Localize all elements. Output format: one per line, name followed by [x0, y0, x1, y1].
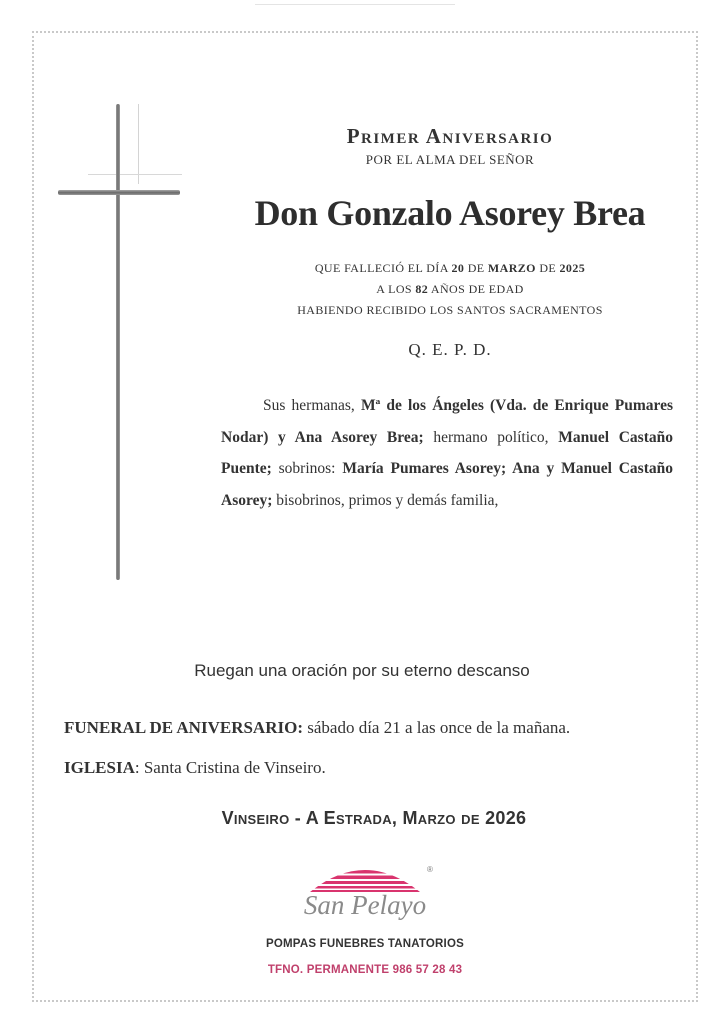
age-line: A LOS 82 AÑOS DE EDAD [376, 282, 524, 296]
sunrise-logo-icon [290, 852, 440, 932]
cross-icon [58, 104, 182, 580]
deceased-name: Don Gonzalo Asorey Brea [254, 193, 646, 233]
church-line: IGLESIA: Santa Cristina de Vinseiro. [64, 758, 326, 777]
svg-text:®: ® [427, 865, 433, 874]
sacraments-line: HABIENDO RECIBIDO LOS SANTOS SACRAMENTOS [297, 303, 603, 317]
subtitle: POR EL ALMA DEL SEÑOR [365, 152, 535, 167]
qepd: Q. E. P. D. [408, 340, 492, 359]
place-date: Vinseiro - A Estrada, Marzo de 2026 [221, 808, 527, 828]
scan-top-line [255, 4, 455, 5]
funeral-line: FUNERAL DE ANIVERSARIO: sábado día 21 a las once de la mañana. [64, 718, 571, 737]
svg-text:San Pelayo: San Pelayo [303, 890, 427, 920]
death-date-line: QUE FALLECIÓ EL DÍA 20 DE MARZO DE 2025 [314, 261, 586, 275]
prayer-request: Ruegan una oración por su eterno descanso [194, 661, 530, 680]
company-name: POMPAS FUNEBRES TANATORIOS [266, 938, 464, 950]
family-paragraph: Sus hermanas, Mª de los Ángeles (Vda. de Enrique Pumares Nodar) y Ana Asorey Brea; hermano político, Manuel Castaño Puente; sobrinos: María Pumares Asorey; Ana y Manuel Castaño Asorey; bisobrinos, primos y demás familia, [221, 397, 674, 509]
company-phone: TFNO. PERMANENTE 986 57 28 43 [267, 964, 463, 976]
death-details [220, 258, 680, 321]
page-title: Primer Aniversario [346, 124, 554, 148]
